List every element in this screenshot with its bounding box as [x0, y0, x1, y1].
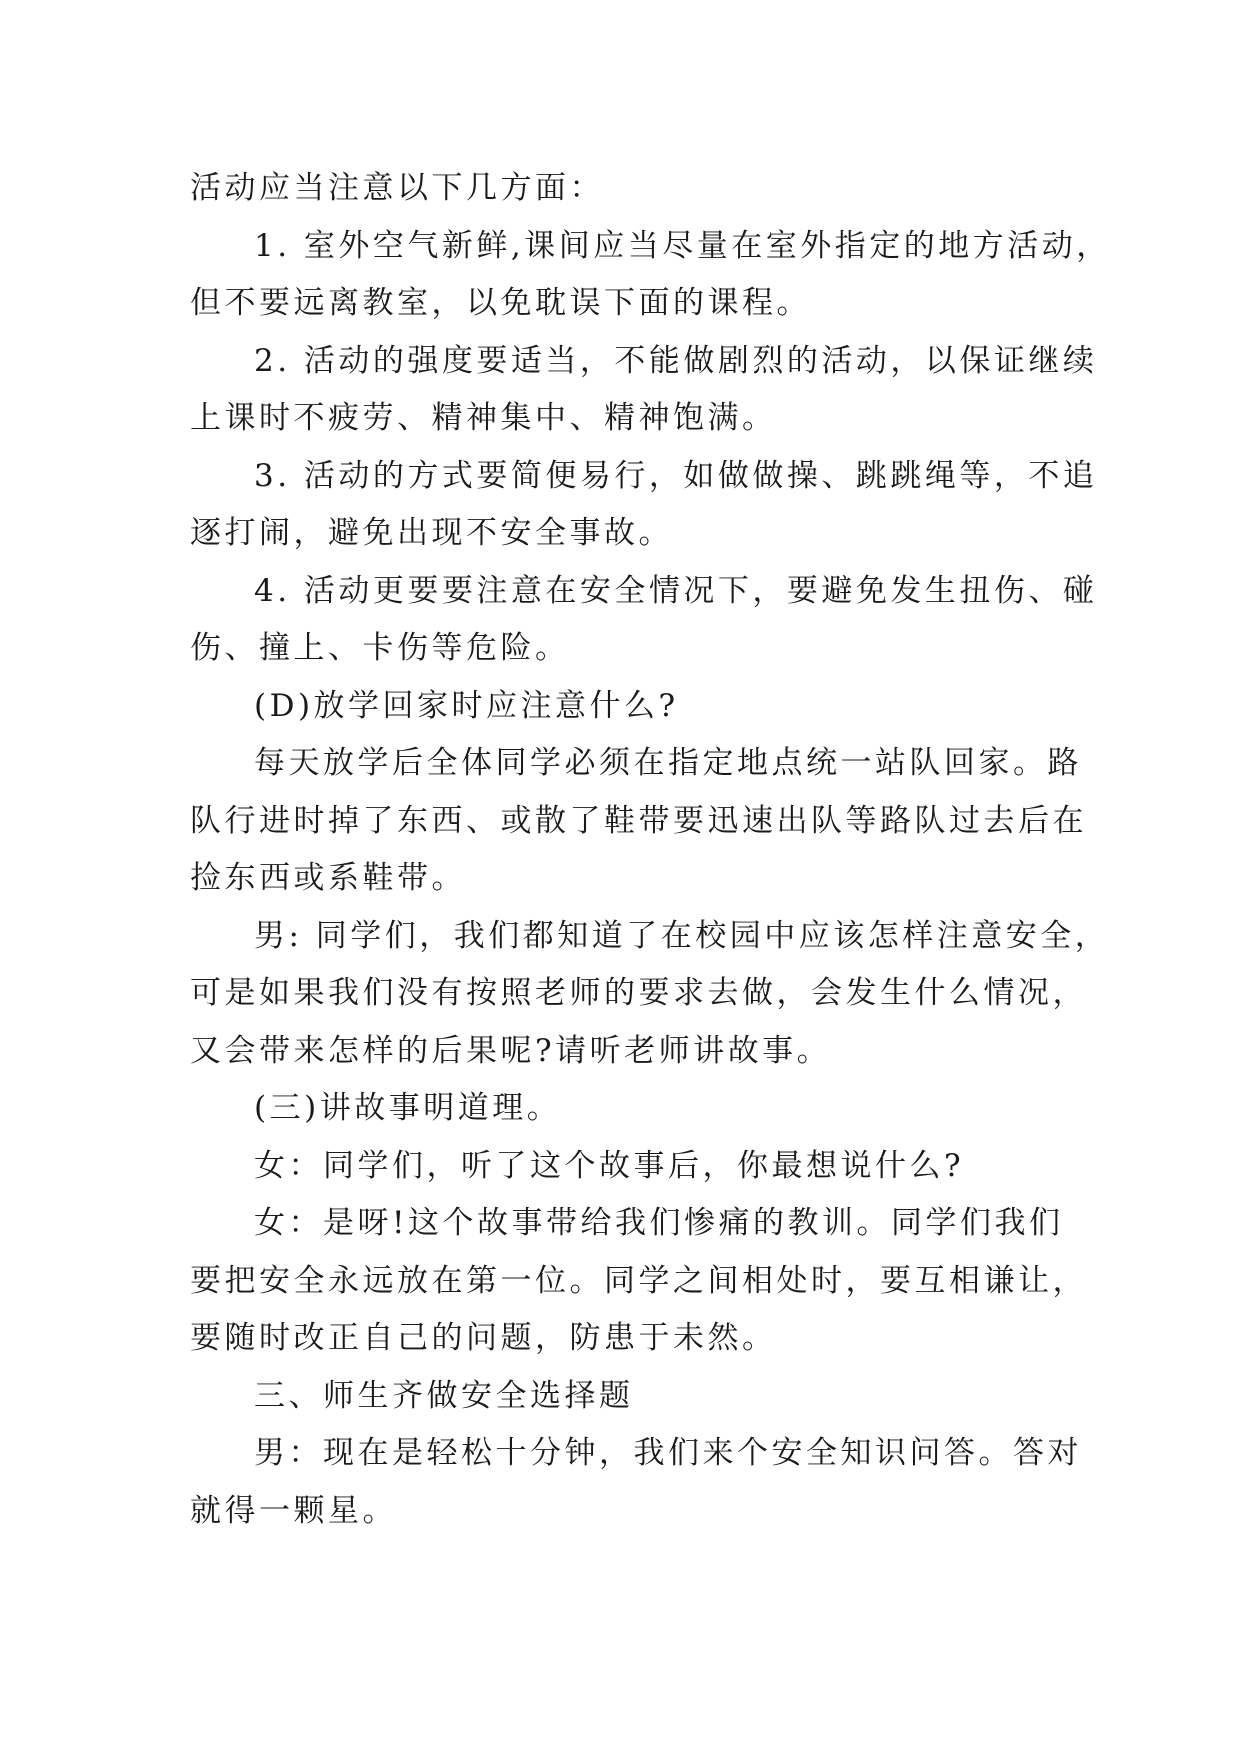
text-line: 上课时不疲劳、精神集中、精神饱满。 [190, 400, 777, 436]
text-line: 男：现在是轻松十分钟，我们来个安全知识问答。答对 [254, 1435, 1082, 1471]
text-line: 但不要远离教室，以免耽误下面的课程。 [190, 285, 811, 321]
text-line: 逐打闹，避免出现不安全事故。 [190, 515, 673, 551]
document-body [190, 160, 1111, 1540]
text-line: (三)讲故事明道理。 [254, 1090, 562, 1126]
text-line: 捡东西或系鞋带。 [190, 860, 466, 896]
text-line: 又会带来怎样的后果呢?请听老师讲故事。 [190, 1032, 832, 1069]
text-line: 三、师生齐做安全选择题 [254, 1377, 634, 1414]
text-line: 队行进时掉了东西、或散了鞋带要迅速出队等路队过去后在 [190, 802, 1087, 839]
text-line: 要把安全永远放在第一位。同学之间相处时，要互相谦让， [190, 1262, 1087, 1299]
text-line: 2. 活动的强度要适当，不能做剧烈的活动，以保证继续 [254, 342, 1098, 379]
text-line: 每天放学后全体同学必须在指定地点统一站队回家。路 [254, 745, 1082, 781]
text-line: 可是如果我们没有按照老师的要求去做，会发生什么情况， [190, 975, 1087, 1011]
text-line: 女：是呀!这个故事带给我们惨痛的教训。同学们我们 [254, 1205, 1064, 1241]
text-line: (D)放学回家时应注意什么? [254, 687, 679, 724]
text-line: 就得一颗星。 [190, 1492, 397, 1529]
text-line: 女：同学们，听了这个故事后，你最想说什么? [254, 1147, 965, 1184]
text-line: 活动应当注意以下几方面： [190, 170, 604, 206]
text-line: 4. 活动更要要注意在安全情况下，要避免发生扭伤、碰 [254, 572, 1098, 609]
text-line: 1. 室外空气新鲜,课间应当尽量在室外指定的地方活动， [254, 227, 1111, 264]
text-line: 男: 同学们，我们都知道了在校园中应该怎样注意安全， [254, 917, 1110, 954]
text-line: 3. 活动的方式要简便易行，如做做操、跳跳绳等，不追 [254, 457, 1098, 494]
text-line: 要随时改正自己的问题，防患于未然。 [190, 1320, 777, 1356]
text-line: 伤、撞上、卡伤等危险。 [190, 630, 570, 666]
